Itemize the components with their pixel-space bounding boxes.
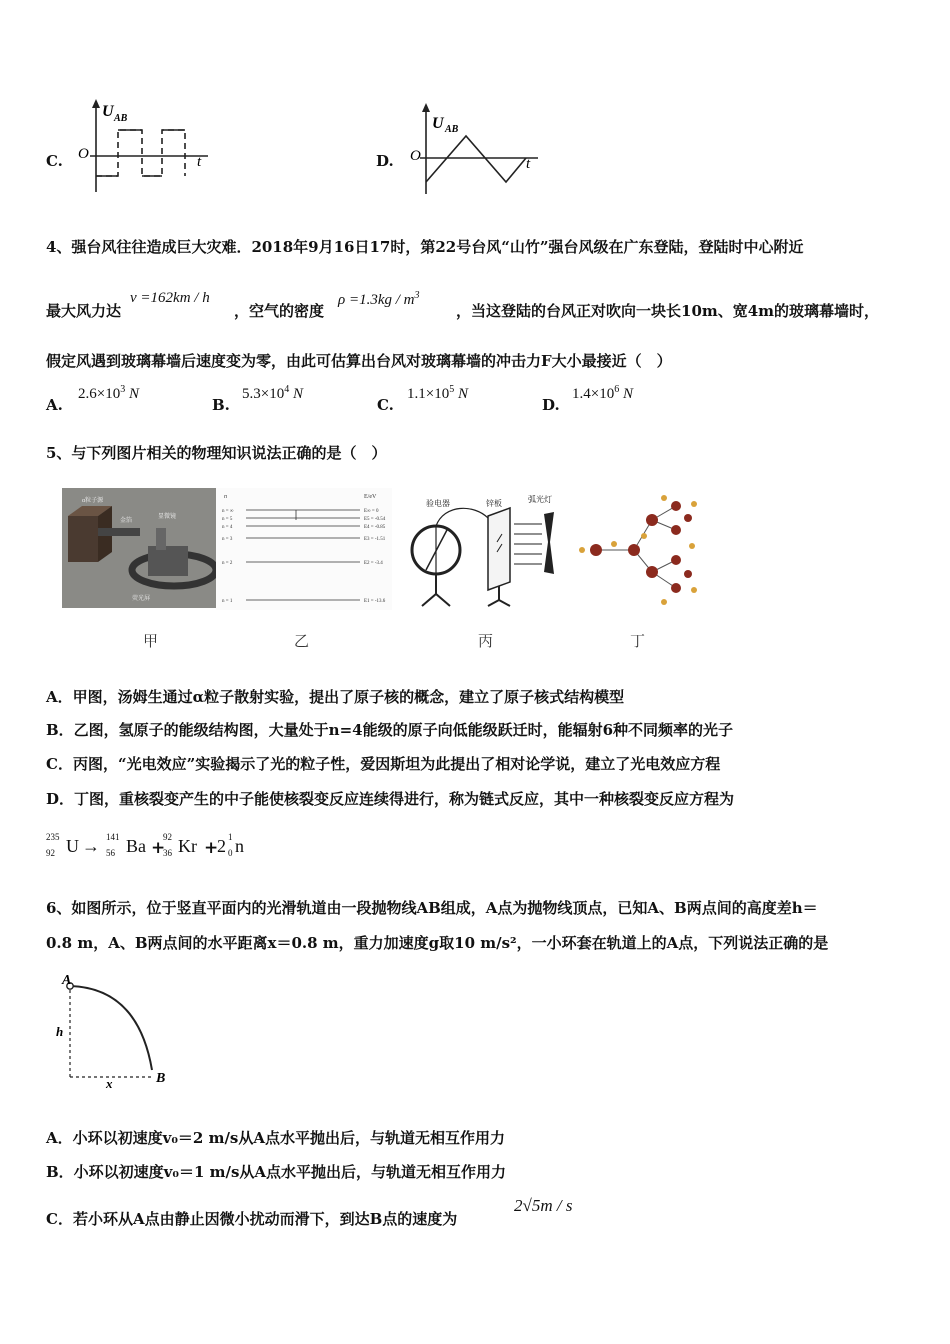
fission-equation — [46, 834, 306, 864]
q4-line2-a: 最大风力达 — [46, 302, 122, 320]
caption-jia: 甲 — [143, 632, 159, 650]
eq-ba: Ba — [126, 836, 146, 856]
eq-u-mass: 235 — [46, 832, 60, 842]
track-point-b: B — [156, 1071, 166, 1086]
q4-option-label: A. — [46, 396, 63, 414]
graph-c-ysub: AB — [114, 113, 128, 124]
jia-label-source: α粒子源 — [82, 498, 104, 504]
q4-options — [46, 384, 846, 418]
eq-coefficient: 2 — [217, 836, 226, 856]
q4-line2-c: ，当这登陆的台风正对吹向一块长10m、宽4m的玻璃幕墙时， — [456, 302, 880, 320]
eq-plus-2: + — [204, 838, 219, 858]
figure-parabola-track — [50, 972, 180, 1088]
eq-arrow: → — [82, 836, 100, 856]
track-height-label: h — [56, 1024, 64, 1039]
yi-n-3: n = 3 — [222, 537, 233, 542]
figure-ding-chain-reaction — [572, 490, 704, 612]
graph-d-origin: O — [410, 148, 421, 164]
jia-label-microscope: 显微镜 — [158, 514, 177, 520]
graph-d-xlabel: t — [526, 156, 531, 172]
graph-d-ylabel: U — [432, 115, 444, 132]
q5-option-b[interactable]: B．乙图，氢原子的能级结构图，大量处于n=4能级的原子向低能级跃迁时，能辐射6种不同频率的光子 — [46, 721, 734, 739]
bing-label-arc-lamp: 弧光灯 — [528, 495, 552, 504]
graph-c-square-wave — [72, 96, 217, 196]
figure-bing-photoelectric — [404, 494, 564, 610]
q4-option-label: D. — [542, 396, 560, 414]
q5-option-d[interactable]: D．丁图，重核裂变产生的中子能使核裂变反应连续得进行，称为链式反应，其中一种核裂变反应方程为 — [46, 790, 735, 808]
q4-air-density: $\rho =1.3kg / m^3$ — [338, 290, 420, 308]
yi-e-inf: E∞ = 0 — [364, 509, 379, 514]
caption-yi: 乙 — [294, 632, 310, 650]
eq-kr: Kr — [178, 836, 197, 856]
option-c-label: C. — [46, 152, 63, 170]
graph-d-ysub: AB — [445, 124, 459, 135]
figure-jia-rutherford — [62, 488, 216, 608]
q5-option-a[interactable]: A．甲图，汤姆生通过α粒子散射实验，提出了原子核的概念，建立了原子核式结构模型 — [46, 688, 625, 706]
q4-line1: 4、强台风往往造成巨大灾难．2018年9月16日17时，第22号台风“山竹”强台风级在广东登陆，登陆时中心附近 — [46, 238, 804, 256]
yi-n-1: n = 1 — [222, 599, 233, 604]
q6-option-a[interactable]: A．小环以初速度v₀＝2 m/s从A点水平抛出后，与轨道无相互作用力 — [46, 1129, 506, 1147]
eq-n-charge: 0 — [228, 848, 233, 858]
q4-line2-b: ，空气的密度 — [234, 302, 325, 320]
q6-option-c-text: C．若小环从A点由静止因微小扰动而滑下，到达B点的速度为 — [46, 1210, 458, 1228]
graph-c-ylabel: U — [102, 103, 114, 120]
eq-n-mass: 1 — [228, 832, 233, 842]
eq-n: n — [235, 836, 244, 856]
jia-label-foil: 金箔 — [120, 518, 133, 524]
q4-option-label: C. — [377, 396, 394, 414]
q4-option-value: $1.1\times 10^5$ N — [407, 384, 468, 402]
graph-d-triangle-wave — [398, 96, 546, 196]
yi-e-1: E1 = -13.6 — [364, 599, 386, 604]
yi-e-header: E/eV — [364, 494, 377, 500]
bing-label-electroscope: 验电器 — [426, 499, 450, 508]
yi-n-4: n = 4 — [222, 525, 233, 530]
track-width-label: x — [106, 1076, 113, 1088]
eq-kr-charge: 36 — [163, 848, 172, 858]
q6-line2: 0.8 m，A、B两点间的水平距离x＝0.8 m，重力加速度g取10 m/s²，一小环套在轨道上的A点，下列说法正确的是 — [46, 934, 829, 952]
q6-option-c-speed: 2√5m / s — [514, 1196, 573, 1215]
yi-n-5: n = 5 — [222, 517, 233, 522]
eq-ba-mass: 141 — [106, 832, 120, 842]
eq-plus-1: + — [151, 838, 166, 858]
q4-line2 — [46, 290, 926, 320]
q5-stem: 5、与下列图片相关的物理知识说法正确的是（ ） — [46, 444, 387, 462]
eq-u: U — [66, 836, 79, 856]
yi-e-3: E3 = -1.51 — [364, 537, 386, 542]
yi-e-5: E5 = -0.54 — [364, 517, 386, 522]
yi-n-header: n — [224, 494, 227, 500]
graph-c-xlabel: t — [197, 154, 202, 170]
caption-ding: 丁 — [630, 632, 646, 650]
q5-option-c[interactable]: C．丙图，“光电效应”实验揭示了光的粒子性，爱因斯坦为此提出了相对论学说，建立了光电效应方程 — [46, 755, 721, 773]
yi-e-2: E2 = -3.4 — [364, 561, 383, 566]
figure-yi-energy-levels — [216, 488, 392, 610]
eq-u-charge: 92 — [46, 848, 55, 858]
q6-line1: 6、如图所示，位于竖直平面内的光滑轨道由一段抛物线AB组成，A点为抛物线顶点，已知A、B两点间的高度差h＝ — [46, 899, 818, 917]
yi-n-2: n = 2 — [222, 561, 233, 566]
graph-c-origin: O — [78, 146, 89, 162]
yi-e-4: E4 = -0.85 — [364, 525, 386, 530]
eq-ba-charge: 56 — [106, 848, 115, 858]
caption-bing: 丙 — [478, 632, 494, 650]
q4-line3: 假定风遇到玻璃幕墙后速度变为零，由此可估算出台风对玻璃幕墙的冲击力F大小最接近（ ） — [46, 352, 672, 370]
q4-option-value: $5.3\times 10^4$ N — [242, 384, 303, 402]
option-d-label: D. — [376, 152, 394, 170]
q4-option-value: $2.6\times 10^3$ N — [78, 384, 139, 402]
q4-option-label: B. — [212, 396, 230, 414]
q4-wind-speed: v =162km / h — [130, 290, 210, 306]
track-point-a: A — [62, 973, 72, 988]
eq-kr-mass: 92 — [163, 832, 172, 842]
q6-option-b[interactable]: B．小环以初速度v₀＝1 m/s从A点水平抛出后，与轨道无相互作用力 — [46, 1163, 507, 1181]
q4-option-value: $1.4\times 10^6$ N — [572, 384, 633, 402]
bing-label-zinc-plate: 锌板 — [486, 499, 502, 508]
jia-label-screen: 荧光屏 — [132, 596, 151, 602]
q6-option-c[interactable] — [46, 1196, 646, 1226]
yi-n-inf: n = ∞ — [222, 509, 234, 514]
